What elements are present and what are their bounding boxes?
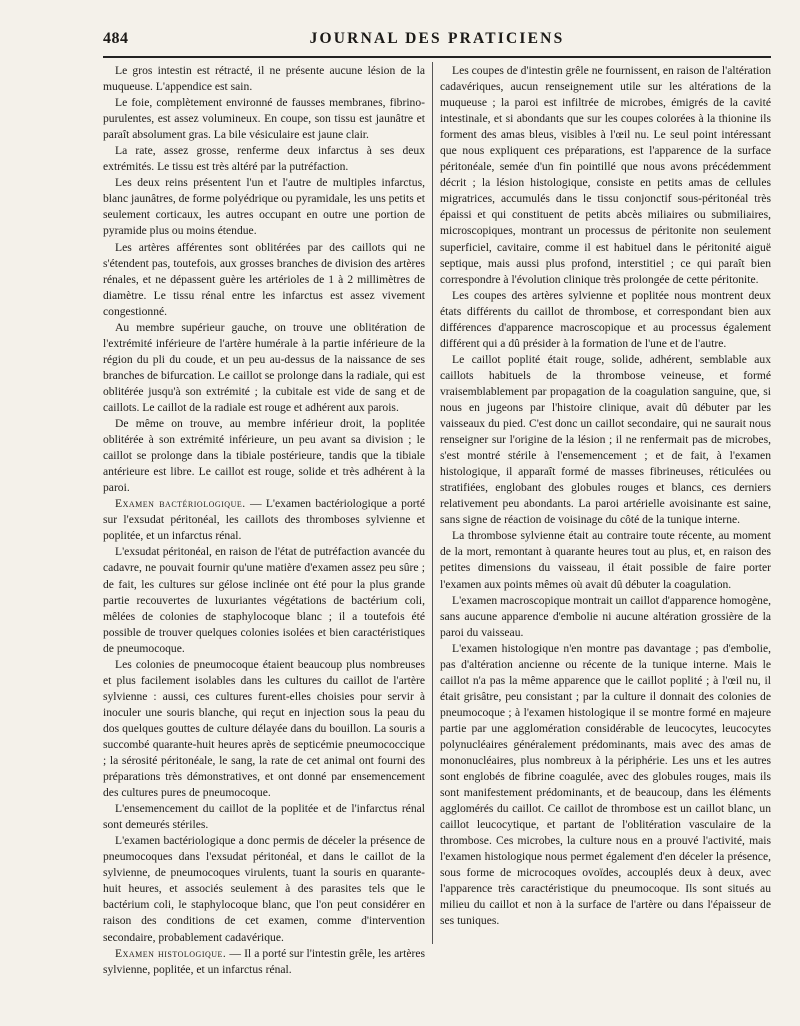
header-rule — [103, 56, 771, 58]
paragraph-text: L'examen histologique n'en montre pas davantage ; pas d'embolie, pas d'altération ancienne ou récente de la tunique interne. Mais le caillot n'a pas la même apparence que le caillot poplité ; à l'œil nu, il était grisâtre, peu consistant ; par la culture il donnait des colonies de pneumocoque ; à l'examen histologique il se montre formé en majeure partie par une agglomération considérable de leucocytes, leucocytes polynucléaires généralement prédominants, mais avec des amas de mononucléaires, plus nombreux à la périphérie. Les uns et les autres sont englobés de fibrine coagulée, avec des globules rouges, mais ils sont manifestement prédominants, et de beaucoup, dans les éléments agglomérés du caillot. Ce caillot de thrombose est un caillot blanc, un caillot leucocytique, et partant de l'oblitération vasculaire de la thrombose. Ces microbes, la culture nous en a prouvé l'activité, mais l'examen histologique nous permet également d'en déceler la présence, sous forme de microcoques ovoïdes, accouplés deux à deux, avec l'apparence très caractéristique du pneumocoque. Ils sont situés au milieu du caillot et non à la surface de l'artère ou dans l'épaisseur de ses tuniques. — [440, 641, 771, 928]
paragraph-text: — L'examen bactériologique a porté sur l'exsudat péritonéal, les caillots des thromboses sylvienne et poplitée, et un infarctus rénal. — [103, 497, 425, 543]
paragraph-text: Les deux reins présentent l'un et l'autre de multiples infarctus, blanc jaunâtres, de forme polyédrique ou pyramidale, les uns petits et seulement corticaux, les autres occupant en outre une portion de pyramide plus ou moins étendue. — [103, 176, 425, 238]
paragraph-text: L'examen macroscopique montrait un caillot d'apparence homogène, sans aucune apparence d'embolie ni aucune altération grossière de la paroi du vaisseau. — [440, 593, 771, 639]
section-heading: Examen bactériologique. — [115, 497, 246, 511]
paragraph-text: La rate, assez grosse, renferme deux infarctus à ses deux extrémités. Le tissu est très altéré par la putréfaction. — [103, 144, 425, 174]
left-column — [103, 63, 425, 978]
paragraph — [103, 496, 425, 544]
journal-title: JOURNAL DES PRATICIENS — [309, 30, 565, 47]
paragraph-text: La thrombose sylvienne était au contraire toute récente, au moment de la mort, remontant à quarante heures tout au plus, et, en raison des petites dimensions du vaisseau, il était possible de faire porter l'examen aux points mêmes où avait dû débuter la coagulation. — [440, 529, 771, 591]
paragraph — [103, 544, 425, 656]
paragraph-text: Le caillot poplité était rouge, solide, adhérent, semblable aux caillots habituels de la thrombose veineuse, et formé vraisemblablement par propagation de la coagulation sanguine, que, si nous en jugeons par l'histoire clinique, avait dû débuter par les vaisseaux du pied. C'est donc un caillot secondaire, qui ne saurait nous renseigner sur l'origine de la lésion ; il ne renfermait pas de microbes, s'est montré stérile à l'ensemencement ; et de fait, à l'examen histologique, il apparaît formé de masses fibrineuses, réticulées ou stratifiées, englobant des globules rouges et blancs, ces derniers relativement peu abondants. La paroi artérielle avoisinante est saine, sans signe de réaction de voisinage du côté de la tunique interne. — [440, 352, 771, 527]
column-divider — [432, 62, 433, 944]
paragraph — [103, 320, 425, 416]
paragraph — [103, 175, 425, 239]
paragraph — [440, 352, 771, 529]
paragraph — [103, 946, 425, 978]
paragraph — [103, 657, 425, 801]
paragraph-text: Le gros intestin est rétracté, il ne présente aucune lésion de la muqueuse. L'appendice est sain. — [103, 64, 425, 94]
paragraph — [440, 528, 771, 592]
paragraph — [103, 240, 425, 320]
paragraph-text: L'ensemencement du caillot de la poplitée et de l'infarctus rénal sont demeurés stériles. — [103, 802, 425, 832]
paragraph-text: — Il a porté sur l'intestin grêle, les artères sylvienne, poplitée, et un infarctus rénal. — [103, 946, 426, 976]
paragraph-text: L'exsudat péritonéal, en raison de l'état de putréfaction avancée du cadavre, ne pouvait fournir qu'une matière d'examen assez peu sûre ; de fait, les cultures sur gélose inclinée ont été pour la plus grande partie recouvertes de luxuriantes végétations de bactérium coli, mêlées de colonies de staphylocoque blanc ; il a toutefois été possible de trouver quelques colonies isolées et bien caractéristiques de pneumocoque. — [103, 545, 425, 655]
right-column — [440, 63, 771, 930]
paragraph — [103, 95, 425, 143]
paragraph — [440, 63, 771, 288]
section-heading: Examen histologique. — [115, 946, 227, 960]
paragraph — [440, 641, 771, 930]
page-number: 484 — [103, 30, 129, 47]
paragraph — [103, 801, 425, 833]
paragraph — [440, 288, 771, 352]
paragraph-text: Au membre supérieur gauche, on trouve une oblitération de l'extrémité inférieure de l'artère humérale à la partie inférieure de la région du pli du coude, et un peu au-dessus de la naissance de ses branches de bifurcation. Le caillot se prolonge dans la radiale, qui est oblitérée jusqu'à son extrémité ; la cubitale est vide de sang et de caillots. Le caillot de la radiale est rouge et adhérent aux parois. — [103, 320, 425, 414]
paragraph — [103, 416, 425, 496]
paragraph — [103, 833, 425, 945]
paragraph-text: Les coupes de d'intestin grêle ne fournissent, en raison de l'altération cadavériques, aucun renseignement utile sur les altérations de la muqueuse ; la paroi est infiltrée de microbes, émigrés de la cavité intestinale, et si abondants que sur les coupes colorées à la thionine ils forment des amas bleus, visibles à l'œil nu. Le seul point intéressant que nous expliquent ces préparations, est l'apparence de la surface péritonéale, semée d'un fin pointillé que nous avons précédemment décrit ; la lésion histologique, consiste en petits amas de cellules migratrices, accumulés dans le tissu conjonctif sous-péritonéal très épaissi et qui constituent de petits abcès miliaires ou submiliaires, microscopiques, montrant un processus de péritonite non seulement superficiel, cavitaire, comme il est habituel dans le péritonité aiguë septique, mais aussi plus profond, interstitiel ; ce qui paraît bien correspondre à l'évolution clinique très prolongée de cette péritonite. — [440, 64, 771, 286]
paragraph — [440, 593, 771, 641]
paragraph-text: De même on trouve, au membre inférieur droit, la poplitée oblitérée à son extrémité inférieure, un peu avant sa division ; le caillot se prolonge dans la tibiale postérieure, tandis que la tibiale antérieure est libre. Le caillot est rouge, solide et très adhérent à la paroi. — [103, 417, 425, 495]
paragraph — [103, 63, 425, 95]
paragraph — [103, 143, 425, 175]
paragraph-text: Le foie, complètement environné de fausses membranes, fibrino-purulentes, est assez volumineux. En coupe, son tissu est jaunâtre et paraît absolument gras. La bile vésiculaire est jaune clair. — [103, 96, 425, 142]
page-header — [103, 28, 771, 56]
paragraph-text: Les colonies de pneumocoque étaient beaucoup plus nombreuses et plus facilement isolables dans les cultures du caillot de l'artère sylvienne : aussi, ces cultures furent-elles choisies pour servir à inoculer une souris blanche, qui reçut en injection sous la peau du dos quelques gouttes de culture délayée dans du bouillon. La souris a succombé quarante-huit heures après de septicémie pneumococcique ; la sérosité péritonéale, le sang, la rate de cet animal ont fourni des préparations très démonstratives, et ont donné par ensemencement des cultures pures de pneumocoque. — [103, 657, 425, 800]
paragraph-text: Les coupes des artères sylvienne et poplitée nous montrent deux états différents du caillot de thrombose, et correspondant bien aux différences d'apparence macroscopique et au processus également différent qui a dû présider à la formation de l'une et de l'autre. — [440, 288, 771, 350]
paragraph-text: L'examen bactériologique a donc permis de déceler la présence de pneumocoques dans l'exsudat péritonéal, et dans le caillot de la sylvienne, de pneumocoques virulents, tuant la souris en quarante-huit heures, et associés seulement à des parasites tels que le bactérium coli, le staphylocoque blanc, que l'on peut considérer en raison des conditions de cet examen, comme d'intervention secondaire, probablement cadavérique. — [103, 834, 425, 944]
paragraph-text: Les artères afférentes sont oblitérées par des caillots qui ne s'étendent pas, toutefois, aux grosses branches de division des artères rénales, et ne dépassent guère les artérioles de 1 à 2 millimètres de diamètre. Le tissu rénal entre les infarctus est assez vivement congestionné. — [103, 240, 425, 318]
